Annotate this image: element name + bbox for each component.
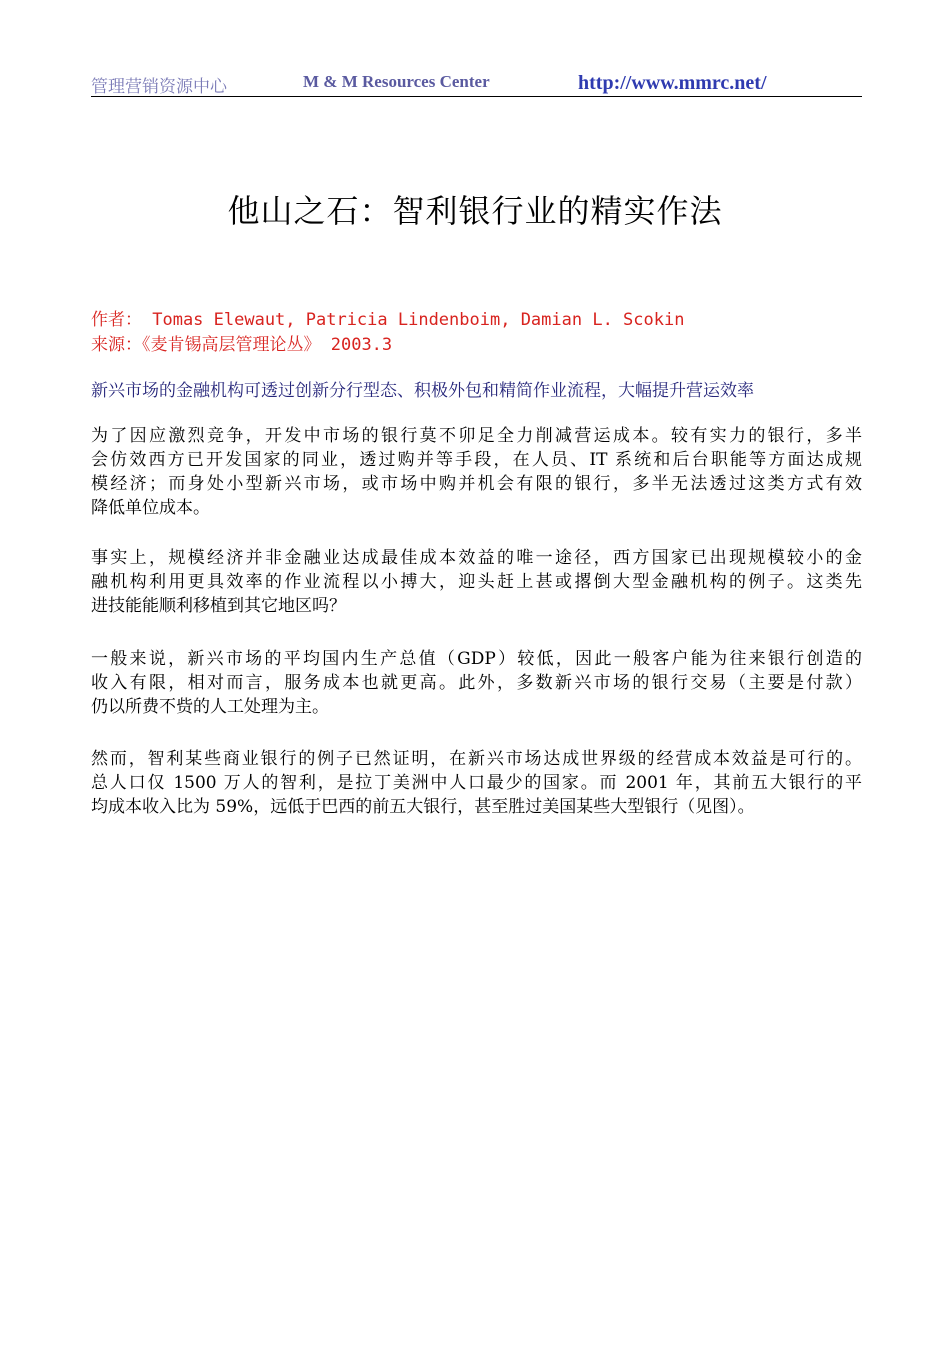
paragraph-line: 收入有限，相对而言，服务成本也就更高。此外，多数新兴市场的银行交易（主要是付款）	[91, 673, 862, 693]
body-paragraph-2	[91, 546, 862, 618]
paragraph-line: 事实上，规模经济并非金融业达成最佳成本效益的唯一途径，西方国家已出现规模较小的金	[91, 548, 862, 568]
header-org-chinese: 管理营销资源中心	[91, 77, 227, 97]
body-paragraph-3	[91, 647, 862, 719]
paragraph-line: 降低单位成本。	[91, 498, 210, 518]
body-paragraph-1	[91, 424, 862, 520]
paragraph-line: 一般来说，新兴市场的平均国内生产总值（GDP）较低，因此一般客户能为往来银行创造的	[91, 649, 862, 669]
article-title: 他山之石：智利银行业的精实作法	[227, 192, 723, 230]
paragraph-line: 融机构利用更具效率的作业流程以小搏大，迎头赶上甚或撂倒大型金融机构的例子。这类先	[91, 572, 862, 592]
paragraph-line: 均成本收入比为 59%，远低于巴西的前五大银行，甚至胜过美国某些大型银行（见图）。	[91, 797, 755, 817]
paragraph-line: 会仿效西方已开发国家的同业，透过购并等手段，在人员、IT 系统和后台职能等方面达成规	[91, 450, 862, 470]
paragraph-line: 然而，智利某些商业银行的例子已然证明，在新兴市场达成世界级的经营成本效益是可行的。	[91, 749, 862, 769]
header-org-english: M & M Resources Center	[303, 72, 490, 91]
article-source: 来源：《麦肯锡高层管理论丛》 2003.3	[91, 335, 393, 355]
paragraph-line: 模经济；而身处小型新兴市场，或市场中购并机会有限的银行，多半无法透过这类方式有效	[91, 474, 862, 494]
header-website-link[interactable]: http://www.mmrc.net/	[578, 72, 767, 94]
paragraph-line: 仍以所费不赀的人工处理为主。	[91, 697, 329, 717]
body-paragraph-4	[91, 747, 862, 819]
paragraph-line: 进技能能顺利移植到其它地区吗？	[91, 596, 346, 616]
paragraph-line: 总人口仅 1500 万人的智利，是拉丁美洲中人口最少的国家。而 2001 年，其前五大银行的平	[91, 773, 862, 793]
article-author: 作者： Tomas Elewaut, Patricia Lindenboim, Damian L. Scokin	[91, 310, 685, 330]
paragraph-line: 为了因应激烈竞争，开发中市场的银行莫不卯足全力削减营运成本。较有实力的银行，多半	[91, 426, 862, 446]
article-lead: 新兴市场的金融机构可透过创新分行型态、积极外包和精简作业流程，大幅提升营运效率	[91, 381, 754, 401]
page-header	[91, 70, 862, 97]
